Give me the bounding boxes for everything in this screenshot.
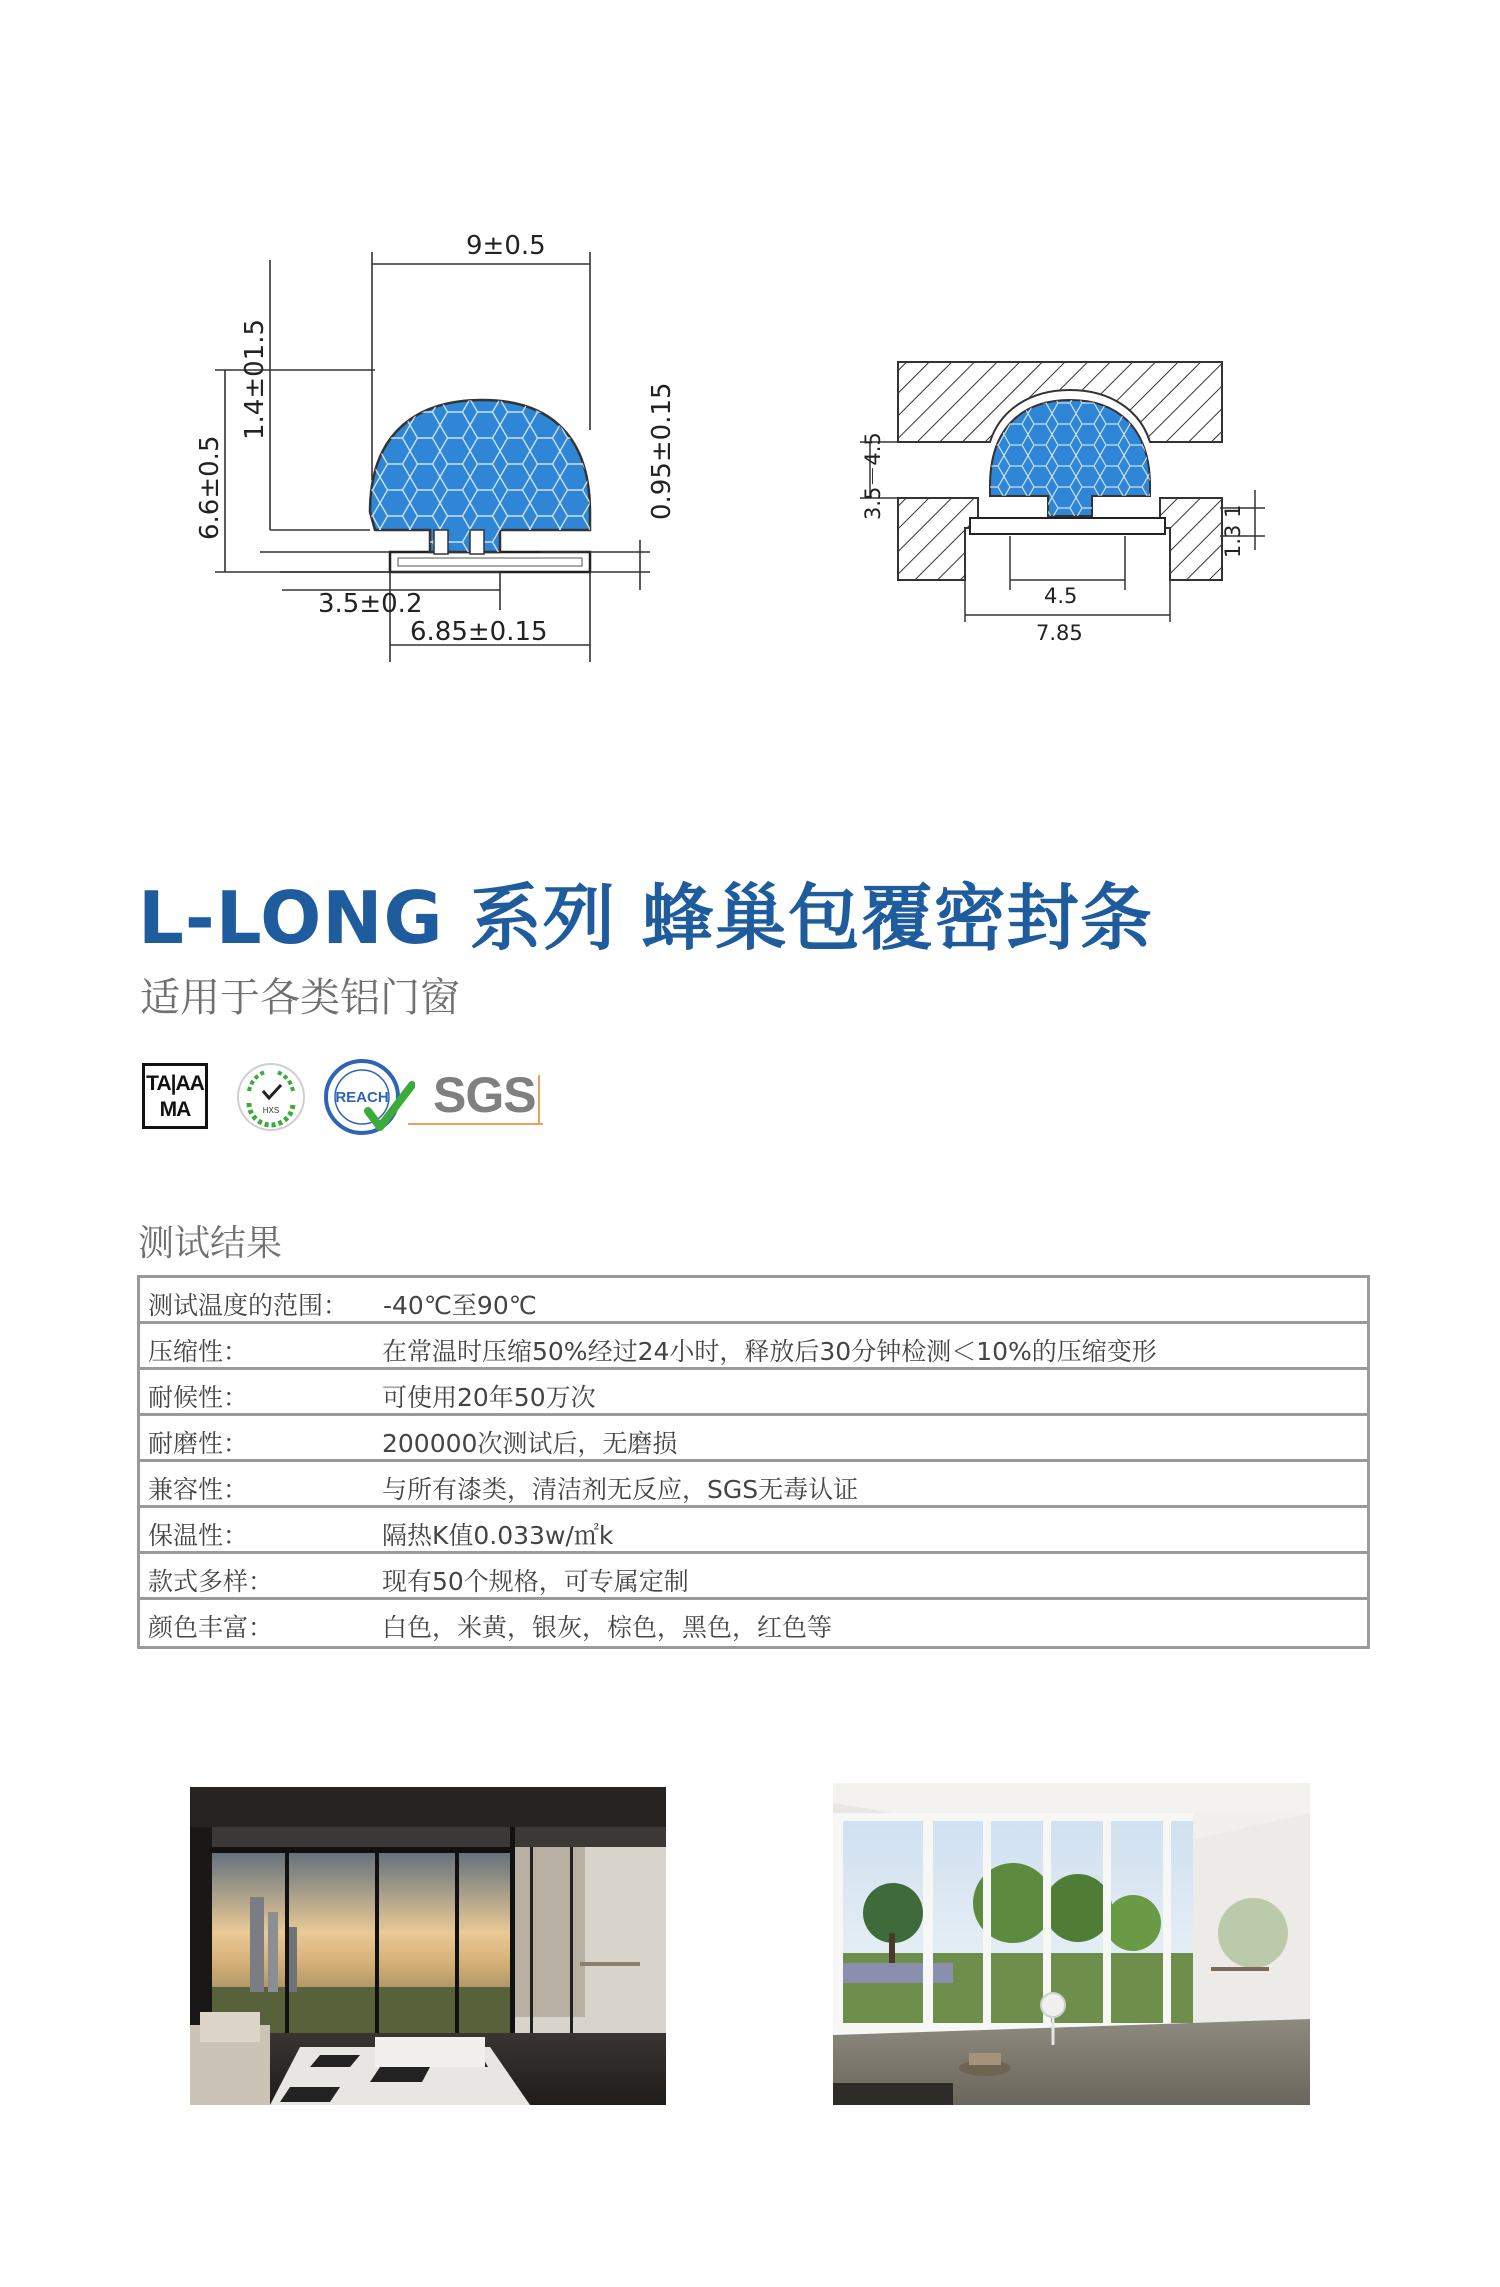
sgs-divider	[538, 1075, 540, 1125]
quality-certification-logo	[235, 1061, 307, 1133]
interior-garden-view-photo	[833, 1783, 1310, 2105]
dim-inner-width: 4.5	[1044, 584, 1078, 608]
row-value: 200000次测试后，无磨损	[382, 1429, 678, 1458]
row-value: 可使用20年50万次	[382, 1383, 596, 1412]
product-subtitle: 适用于各类铝门窗	[140, 975, 460, 1021]
test-results-heading: 测试结果	[138, 1223, 283, 1264]
dim-total-height: 6.6±0.5	[195, 435, 225, 540]
certification-logos	[140, 1055, 560, 1135]
row-label: 耐磨性：	[148, 1429, 249, 1458]
table-row	[140, 1462, 1367, 1508]
table-row	[140, 1324, 1367, 1370]
row-label: 款式多样：	[148, 1567, 274, 1596]
dim-gap-range: 3.5－4.5	[861, 432, 885, 520]
table-row	[140, 1278, 1367, 1324]
row-label: 兼容性：	[148, 1475, 249, 1504]
row-label: 颜色丰富：	[148, 1613, 274, 1642]
table-row	[140, 1416, 1367, 1462]
product-title: L-LONG 系列 蜂巢包覆密封条	[138, 876, 1153, 960]
table-row	[140, 1508, 1367, 1554]
dim-cap-height: 1.4±01.5	[240, 318, 270, 440]
row-value: 隔热K值0.033w/㎡k	[382, 1521, 614, 1550]
cert2-label: HXS	[262, 1106, 280, 1115]
reach-logo	[320, 1055, 415, 1137]
seal-profile-drawing	[170, 230, 730, 690]
test-results-table	[137, 1275, 1370, 1649]
installed-seal-drawing	[860, 340, 1290, 660]
dim-right-height: 0.95±0.15	[647, 382, 677, 520]
row-label: 耐候性：	[148, 1383, 249, 1412]
reach-label: REACH	[335, 1089, 389, 1106]
row-label: 保温性：	[148, 1521, 249, 1550]
dim-leg-width: 3.5±0.2	[318, 589, 423, 619]
dim-width-top: 9±0.5	[466, 231, 546, 261]
dim-base-width: 6.85±0.15	[410, 617, 548, 647]
table-row	[140, 1554, 1367, 1600]
interior-city-view-photo	[190, 1787, 666, 2105]
dim-outer-width: 7.85	[1036, 621, 1083, 645]
row-value: 白色，米黄，银灰，棕色，黑色，红色等	[382, 1613, 833, 1642]
taama-logo: TA|AA MA	[142, 1063, 208, 1129]
row-value: 与所有漆类，清洁剂无反应，SGS无毒认证	[382, 1475, 859, 1504]
table-row	[140, 1370, 1367, 1416]
sgs-logo: SGS	[433, 1067, 536, 1123]
row-label: 压缩性：	[148, 1337, 249, 1366]
dim-side-height: 1.3 1	[1221, 504, 1245, 558]
row-value: -40℃至90℃	[383, 1291, 537, 1320]
sgs-underline	[408, 1123, 543, 1125]
table-row	[140, 1600, 1367, 1646]
row-value: 现有50个规格，可专属定制	[382, 1567, 689, 1596]
row-label: 测试温度的范围：	[148, 1291, 349, 1320]
row-value: 在常温时压缩50%经过24小时，释放后30分钟检测＜10%的压缩变形	[382, 1337, 1157, 1366]
